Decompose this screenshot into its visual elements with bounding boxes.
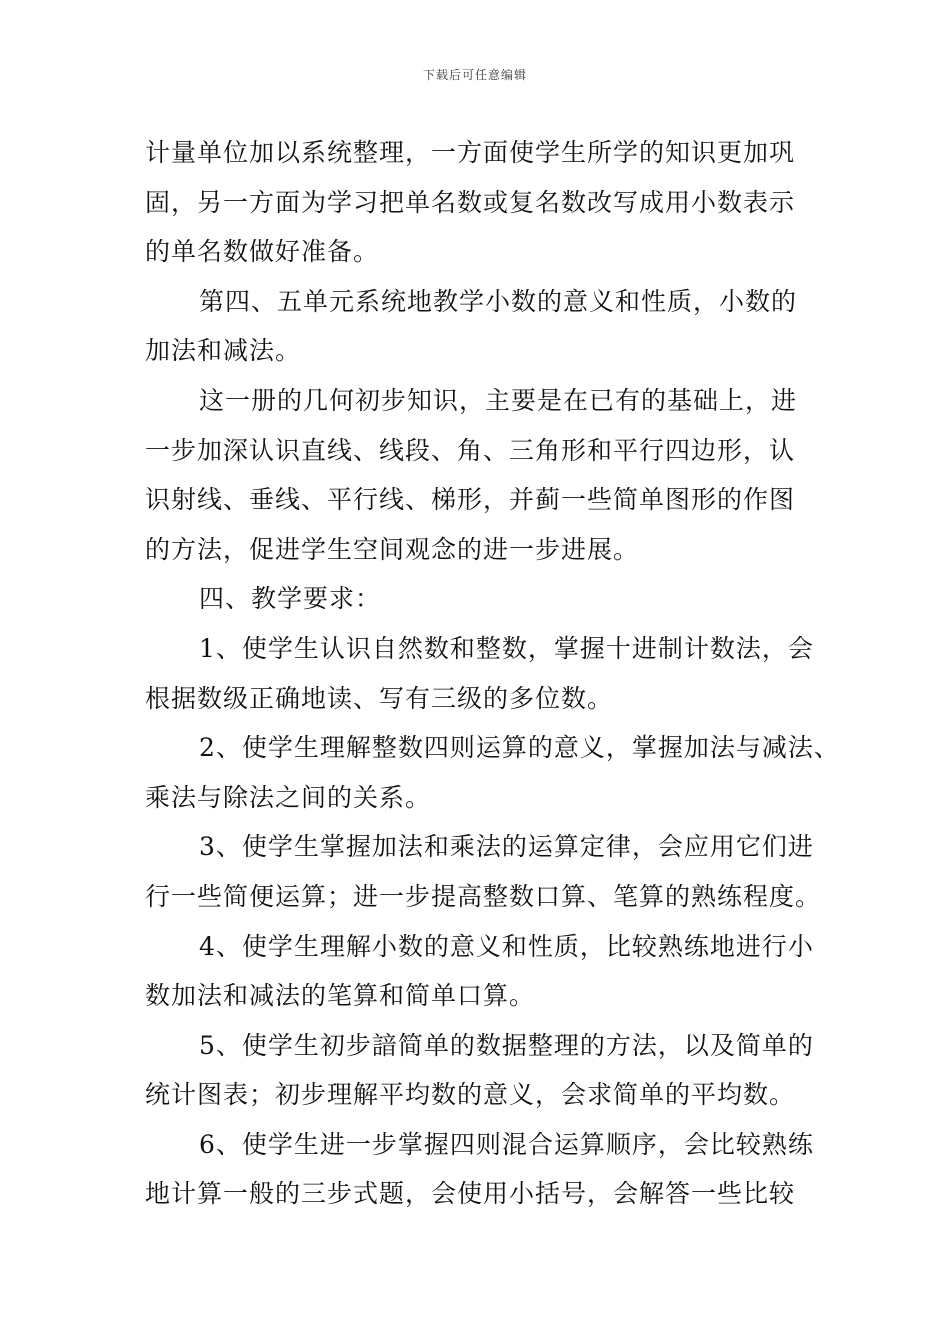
text-line: 根据数级正确地读、写有三级的多位数。 xyxy=(145,683,614,713)
text-line: 第四、五单元系统地教学小数的意义和性质，小数的 xyxy=(199,286,798,316)
text-line: 识射线、垂线、平行线、梯形，并蓟一些简单图形的作图 xyxy=(145,485,796,515)
text-line: 5、使学生初步諳简单的数据整理的方法，以及简单的 xyxy=(199,1030,814,1060)
text-line: 6、使学生进一步掌握四则混合运算顺序，会比较熟练 xyxy=(199,1129,814,1159)
text-line: 2、使学生理解整数四则运算的意义，掌握加法与减法、 xyxy=(199,733,840,763)
document-body xyxy=(145,128,840,1219)
text-line: 乘法与除法之间的关系。 xyxy=(145,782,432,812)
text-line: 3、使学生掌握加法和乘法的运算定律，会应用它们进 xyxy=(199,832,814,862)
text-line: 加法和减法。 xyxy=(145,336,302,366)
text-line: 1、使学生认识自然数和整数，掌握十进制计数法，会 xyxy=(199,633,814,663)
text-line: 四、教学要求： xyxy=(199,584,382,614)
text-line: 数加法和减法的笔算和简单口算。 xyxy=(145,981,536,1011)
text-line: 行一些简便运算；进一步提高整数口算、笔算的熟练程度。 xyxy=(145,881,822,911)
text-line: 4、使学生理解小数的意义和性质，比较熟练地进行小 xyxy=(199,931,814,961)
text-line: 这一册的几何初步知识，主要是在已有的基础上，进 xyxy=(199,385,798,415)
page-header: 下载后可任意编辑 xyxy=(422,68,527,82)
text-line: 计量单位加以系统整理，一方面使学生所学的知识更加巩 xyxy=(145,138,796,167)
text-line: 的单名数做好准备。 xyxy=(145,237,380,267)
text-line: 固，另一方面为学习把单名数或复名数改写成用小数表示 xyxy=(145,187,796,217)
text-line: 的方法，促进学生空间观念的进一步进展。 xyxy=(145,534,640,564)
text-line: 地计算一般的三步式题，会使用小括号，会解答一些比较 xyxy=(145,1179,796,1209)
text-line: 一步加深认识直线、线段、角、三角形和平行四边形，认 xyxy=(145,435,796,465)
text-line: 统计图表；初步理解平均数的意义，会求简单的平均数。 xyxy=(145,1080,796,1110)
